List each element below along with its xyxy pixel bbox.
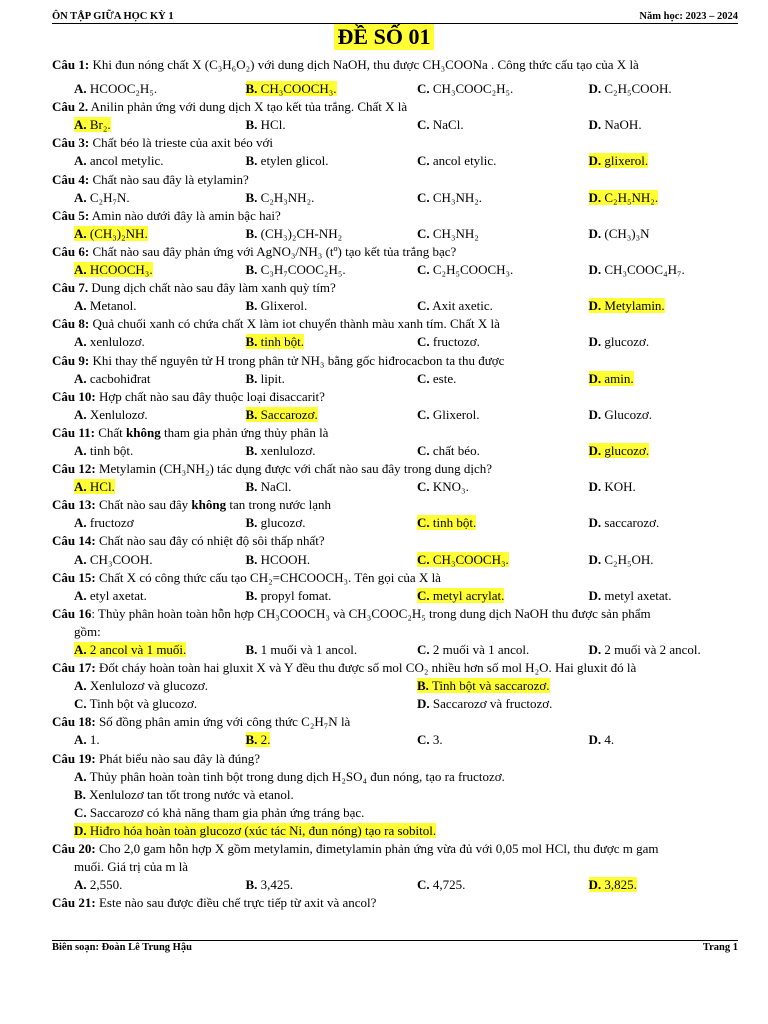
title-wrap — [0, 24, 768, 50]
option-6d[interactable]: D. CH₃COOC₄H₇. — [588, 262, 685, 278]
option-16c[interactable]: C. 2 muối và 1 ancol. — [417, 642, 530, 657]
exam-title: ĐỀ SỐ 01 — [334, 24, 435, 50]
option-19d[interactable]: D. Hiđro hóa hoàn toàn glucozơ (xúc tác Ni, đun nóng) tạo ra sobitol. — [74, 822, 437, 838]
option-14b[interactable]: B. HCOOH. — [245, 551, 311, 567]
option-18a[interactable]: A. 1. — [74, 732, 100, 748]
options-13 — [52, 514, 738, 532]
option-18b[interactable]: B. 2. — [245, 732, 271, 748]
question-10: Câu 10: Hợp chất nào sau đây thuộc loại đisaccarit? — [52, 388, 325, 404]
question-8: Câu 8: Quả chuối xanh có chứa chất X làm iot chuyển thành màu xanh tím. Chất X là — [52, 316, 500, 332]
option-20b[interactable]: B. 3,425. — [245, 877, 294, 893]
option-1a[interactable]: A. HCOOC₂H₅. — [74, 81, 158, 97]
options-20 — [52, 876, 738, 894]
question-21: Câu 21: Este nào sau được điều chế trực tiếp từ axit và ancol? — [52, 895, 377, 911]
option-3b[interactable]: B. etylen glicol. — [245, 153, 329, 169]
options-10 — [52, 406, 738, 424]
options-17-row2 — [52, 695, 738, 713]
option-8b[interactable]: B. tinh bột. — [245, 334, 305, 350]
option-6b[interactable]: B. C₃H₇COOC₂H₅. — [245, 262, 346, 278]
option-9b[interactable]: B. lipit. — [245, 370, 285, 386]
option-15c[interactable]: C. metyl acrylat. — [417, 587, 505, 603]
option-20a[interactable]: A. 2,550. — [74, 877, 123, 893]
question-16: Câu 16: Thủy phân hoàn toàn hỗn hợp CH₃COOCH₃ và CH₃COOC₂H₅ trong dung dịch NaOH thu được sản phẩm — [52, 605, 651, 621]
option-16b[interactable]: B. 1 muối và 1 ancol. — [245, 642, 358, 657]
option-10b[interactable]: B. Saccarozơ. — [245, 406, 318, 422]
option-2c[interactable]: C. NaCl. — [417, 117, 464, 133]
question-13: Câu 13: Chất nào sau đây không tan trong nước lạnh — [52, 497, 331, 513]
option-19b[interactable]: B. Xenlulozơ tan tốt trong nước và etanol. — [74, 786, 294, 802]
option-11c[interactable]: C. chất béo. — [417, 442, 480, 458]
options-19b — [52, 786, 738, 804]
option-6a[interactable]: A. HCOOCH₃. — [74, 262, 153, 278]
question-11: Câu 11: Chất không tham gia phản ứng thủy phân là — [52, 424, 329, 440]
options-19d — [52, 822, 738, 840]
question-15: Câu 15: Chất X có công thức cấu tạo CH₂=CHCOOCH₃. Tên gọi của X là — [52, 569, 441, 585]
question-20-cont: muối. Giá trị của m là — [74, 859, 189, 875]
options-5 — [52, 225, 738, 243]
question-4: Câu 4: Chất nào sau đây là etylamin? — [52, 171, 249, 187]
option-15a[interactable]: A. etyl axetat. — [74, 587, 147, 603]
option-7a[interactable]: A. Metanol. — [74, 298, 137, 314]
question-list — [52, 56, 738, 912]
option-9c[interactable]: C. este. — [417, 370, 457, 386]
option-7d[interactable]: D. Metylamin. — [588, 298, 665, 314]
options-7 — [52, 297, 738, 315]
options-3 — [52, 152, 738, 170]
option-2b[interactable]: B. HCl. — [245, 117, 286, 133]
option-10d[interactable]: D. Glucozơ. — [588, 406, 653, 422]
options-1 — [52, 80, 738, 98]
option-19c[interactable]: C. Saccarozơ có khả năng tham gia phản ứng tráng bạc. — [74, 804, 365, 820]
option-5a[interactable]: A. (CH₃)₂NH. — [74, 225, 148, 241]
option-2a[interactable]: A. Br₂. — [74, 117, 111, 133]
option-11b[interactable]: B. xenlulozơ. — [245, 442, 316, 458]
question-12: Câu 12: Metylamin (CH₃NH₂) tác dụng được với chất nào sau đây trong dung dịch? — [52, 461, 492, 477]
option-13d[interactable]: D. saccarozơ. — [588, 515, 660, 531]
option-17a[interactable]: A. Xenlulozơ và glucozơ. — [74, 678, 208, 694]
option-4b[interactable]: B. C₂H₃NH₂. — [245, 189, 315, 205]
option-15d[interactable]: D. metyl axetat. — [588, 587, 672, 603]
option-20d[interactable]: D. 3,825. — [588, 877, 637, 893]
option-14a[interactable]: A. CH₃COOH. — [74, 551, 153, 567]
option-18d[interactable]: D. 4. — [588, 732, 615, 748]
question-17: Câu 17: Đốt cháy hoàn toàn hai gluxit X và Y đều thu được số mol CO₂ nhiều hơn số mol H₂O. Hai gluxit đó là — [52, 660, 637, 676]
options-19c — [52, 804, 738, 822]
option-11d[interactable]: D. glucozơ. — [588, 442, 650, 458]
question-1: Câu 1: Khi đun nóng chất X (C₃H₆O₂) với dung dịch NaOH, thu được CH₃COONa . Công thức cấu tạo của X là — [52, 57, 639, 72]
options-17-row1 — [52, 677, 738, 695]
option-10a[interactable]: A. Xenlulozơ. — [74, 406, 148, 422]
options-6 — [52, 261, 738, 279]
option-18c[interactable]: C. 3. — [417, 732, 443, 748]
header-right: Năm học: 2023 – 2024 — [639, 11, 738, 22]
option-9a[interactable]: A. cacbohiđrat — [74, 370, 151, 386]
option-8d[interactable]: D. glucozơ. — [588, 334, 650, 350]
options-8 — [52, 333, 738, 351]
question-20: Câu 20: Cho 2,0 gam hỗn hợp X gồm metylamin, đimetylamin phản ứng vừa đủ với 0,05 mol HCl, thu được m gam — [52, 841, 659, 857]
option-17c[interactable]: C. Tinh bột và glucozơ. — [74, 696, 198, 712]
options-16 — [52, 641, 738, 659]
footer-author: Biên soạn: Đoàn Lê Trung Hậu — [52, 942, 192, 953]
option-17b[interactable]: B. Tinh bột và saccarozơ. — [417, 678, 550, 694]
footer-page-number: Trang 1 — [702, 942, 738, 953]
option-6c[interactable]: C. C₂H₅COOCH₃. — [417, 262, 514, 278]
option-16d[interactable]: D. 2 muối và 2 ancol. — [588, 642, 701, 657]
question-5: Câu 5: Amin nào dưới đây là amin bậc hai? — [52, 207, 281, 223]
options-12 — [52, 478, 738, 496]
header-left: ÔN TẬP GIỮA HỌC KỲ 1 — [52, 11, 174, 22]
page-footer — [52, 940, 738, 953]
option-11a[interactable]: A. tinh bột. — [74, 442, 134, 458]
option-5d[interactable]: D. (CH₃)₃N — [588, 225, 650, 241]
option-3c[interactable]: C. ancol etylic. — [417, 153, 497, 169]
option-8a[interactable]: A. xenlulozơ. — [74, 334, 145, 350]
option-3d[interactable]: D. glixerol. — [588, 153, 649, 169]
option-17d[interactable]: D. Saccarozơ và fructozơ. — [417, 696, 553, 712]
options-4 — [52, 189, 738, 207]
option-12c[interactable]: C. KNO₃. — [417, 479, 469, 495]
page-header — [52, 6, 738, 24]
option-16a[interactable]: A. 2 ancol và 1 muối. — [74, 642, 187, 657]
option-5b[interactable]: B. (CH₃)₂CH-NH₂ — [245, 225, 343, 241]
option-1c[interactable]: C. CH₃COOC₂H₅. — [417, 81, 514, 97]
options-14 — [52, 551, 738, 569]
question-7: Câu 7. Dung dịch chất nào sau đây làm xanh quỳ tím? — [52, 280, 336, 296]
question-6: Câu 6: Chất nào sau đây phản ứng với AgNO₃/NH₃ (tº) tạo kết tủa trắng bạc? — [52, 243, 457, 259]
option-4a[interactable]: A. C₂H₇N. — [74, 189, 130, 205]
option-1b[interactable]: B. CH₃COOCH₃. — [245, 81, 337, 97]
option-13a[interactable]: A. fructozơ — [74, 515, 134, 531]
options-18 — [52, 731, 738, 749]
option-15b[interactable]: B. propyl fomat. — [245, 587, 332, 603]
options-11 — [52, 442, 738, 460]
option-19a[interactable]: A. Thủy phân hoàn toàn tinh bột trong dung dịch H₂SO₄ đun nóng, tạo ra fructozơ. — [74, 768, 505, 784]
option-10c[interactable]: C. Glixerol. — [417, 406, 480, 422]
question-9: Câu 9: Khi thay thế nguyên tử H trong phân tử NH₃ bằng gốc hiđrocacbon ta thu được — [52, 352, 505, 368]
options-9 — [52, 370, 738, 388]
question-3: Câu 3: Chất béo là trieste của axit béo với — [52, 135, 273, 151]
option-12a[interactable]: A. HCl. — [74, 479, 115, 495]
option-3a[interactable]: A. ancol metylic. — [74, 153, 164, 169]
question-2: Câu 2. Anilin phản ứng với dung dịch X tạo kết tủa trắng. Chất X là — [52, 99, 408, 115]
option-1d[interactable]: D. C₂H₅COOH. — [588, 81, 672, 97]
option-12d[interactable]: D. KOH. — [588, 479, 636, 495]
option-13c[interactable]: C. tinh bột. — [417, 515, 477, 531]
options-15 — [52, 587, 738, 605]
option-7b[interactable]: B. Glixerol. — [245, 298, 308, 314]
option-8c[interactable]: C. fructozơ. — [417, 334, 480, 350]
options-19a — [52, 768, 738, 786]
option-14c[interactable]: C. CH₃COOCH₃. — [417, 551, 509, 567]
question-16-cont: gồm: — [74, 623, 101, 639]
option-12b[interactable]: B. NaCl. — [245, 479, 292, 495]
option-5c[interactable]: C. CH₃NH₂ — [417, 225, 479, 241]
option-14d[interactable]: D. C₂H₅OH. — [588, 551, 654, 567]
option-13b[interactable]: B. glucozơ. — [245, 515, 306, 531]
question-18: Câu 18: Số đồng phân amin ứng với công thức C₂H₇N là — [52, 714, 351, 730]
option-9d[interactable]: D. amin. — [588, 370, 634, 386]
option-20c[interactable]: C. 4,725. — [417, 877, 466, 893]
option-4c[interactable]: C. CH₃NH₂. — [417, 189, 483, 205]
option-7c[interactable]: C. Axit axetic. — [417, 298, 493, 314]
question-14: Câu 14: Chất nào sau đây có nhiệt độ sôi thấp nhất? — [52, 533, 325, 549]
option-4d[interactable]: D. C₂H₅NH₂. — [588, 189, 659, 205]
option-2d[interactable]: D. NaOH. — [588, 117, 642, 133]
question-19: Câu 19: Phát biểu nào sau đây là đúng? — [52, 750, 260, 766]
options-2 — [52, 116, 738, 134]
